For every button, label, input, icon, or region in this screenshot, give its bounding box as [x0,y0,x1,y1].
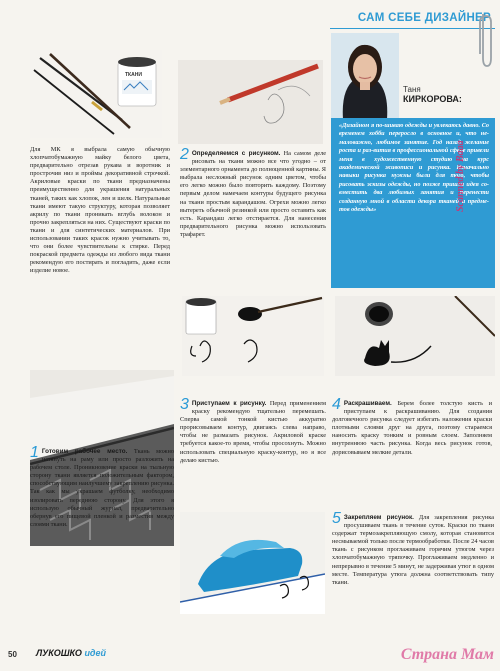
pencil-sketch-photo [178,60,323,144]
step-3-text: Перед применением краску рекомендую тщательно перемешать. Сперва самой тонкой кистью аккуратно прорисовываем контур, двигаясь слева направо, чтобы не размазать рисунок. Акриловой краске требуется какое-то время, чтобы просохнуть. Можно использовать специальную краску-контур, но я все делаю кистью. [180,400,326,464]
intro-text: Для МК я выбрала самую обычную хлопчатобумажную майку белого цвета, предварительно отрезав рукава и воротник и прострочив низ и проймы декоративной строчкой. Акриловые краски по ткани предназначены преимущественно для украшения натуральных тканей, таких как хлопок, лен и шелк. Натуральные ткани имеют такую структуру, которая позволяет акрилу по ткани проникать вглубь волокон и прочно закрепляться на них. Существуют краски по ткани и для синтетических материалов. При использовании таких красок нужно учитывать то, что они более чувствительны к стирке. Перед покраской предмета одежды из любого вида ткани рекомендую его постирать и погладить, даже если изделие новое. [30,146,170,275]
designer-last-name: КИРКОРОВА: [403,94,462,104]
step-5 [332,510,494,587]
paint-brush-photo [182,296,324,376]
paperclip-icon [477,12,493,72]
designer-portrait [331,33,399,119]
step-1-number: 1 [30,444,39,461]
magazine-suffix: идей [84,648,107,658]
step-5-number: 5 [332,510,341,527]
designer-quote-box [331,118,495,288]
step-2-text: На самом деле рисовать на ткани можно все что угодно – от элементарного орнамента до полноценной картины. Я выбрала несложный рисунок одним цветом, чтобы его легко можно было повторить каждому. Поэтому первым делом намечаем контуры будущего рисунка на ткани простым карандашом. Огрехи можно легко вытереть обычной резинкой или просто оставить как есть. Карандаш легко отстирается. Для нанесения предварительного рисунка можно использовать трафарет. [180,150,327,238]
step-2-title: Определяемся с рисунком. [191,150,281,157]
designer-name-block [403,85,495,104]
step-2 [180,146,327,239]
designer-first-name: Таня [403,85,421,94]
paint-jar-label: ТКАНИ [125,72,142,78]
magazine-title: ЛУКОШКО [36,648,82,658]
step-5-title: Закрепляем рисунок. [343,514,414,521]
step-2-number: 2 [180,146,189,163]
header-rule [330,28,495,29]
section-header [330,6,495,30]
section-title: САМ СЕБЕ ДИЗАЙНЕР [357,12,491,24]
step-1-title: Готовим рабочее место. [41,448,128,455]
step-1 [30,444,174,529]
step-3-number: 3 [180,396,189,413]
page-footer [0,644,500,671]
step-4-title: Раскрашиваем. [343,400,392,407]
site-watermark: Страна Мам [400,646,494,663]
painted-cat-photo [335,296,495,376]
step-3 [180,396,326,465]
page-number: 50 [8,650,17,659]
step-4-number: 4 [332,396,341,413]
designer-quote: «Дизайном я по-шиваю одежды и увлекаюсь давно. Со временем хобби переросло в основное и, что не-маловажно, любимое занятие. Год назад желание роста и раз-вития в профессиональной сфере привели меня в художественную студию на курс академической живописи и рисунка. Изначально навыки рисунка нужны были для того, чтобы рисовать эскизы одежды, но позже пришла идея со-вместить два любимых занятия и перенести созданную мной в области декора тканей и предме-тов одежды» [339,122,489,214]
iron-photo [180,512,325,614]
step-4 [332,396,493,457]
brushes-photo [30,50,162,138]
magazine-name [36,648,106,658]
scanner-watermark: Scanned by Baaa [455,140,466,212]
step-1-text: Ткань можно натянуть на раму или просто разложить на рабочем столе. Проникновение краски на тыльную сторону ткани является положительным фактором, способствующим наилучшему закреплению рисунка. Так как мы украшаем футболку, необходимо изолировать переднюю сторону. Для этого я использую обычный журнал, предварительно обернув его пищевой пленкой и разместив между слоями ткани. [30,448,174,528]
step-3-title: Приступаем к рисунку. [191,400,267,407]
step-4-text: Берем более толстую кисть и приступаем к раскрашиванию. Для создания долговечного рисунка следует избегать наложения краски плотными слоями друг на друга, поэтому стараемся наносить краску тонким и ровным слоем. Заполняем внутреннюю часть рисунка. Когда весь рисунок готов, дорисовываем мелкие детали. [332,400,493,456]
step-5-text: Для закрепления рисунка просушиваем ткань в течение суток. Краски по ткани содержат термозакрепляющую смолу, которая становится несмываемой только после термообработки. После 24 часов ткань с рисунком проглаживаем горячим утюгом через хлопчатобумажную тряпочку. Проглаживаем медленно и непрерывно в течение 5 минут, не задерживая утюг в одном месте. Температура утюга должна соответствовать типу ткани. [332,514,494,586]
